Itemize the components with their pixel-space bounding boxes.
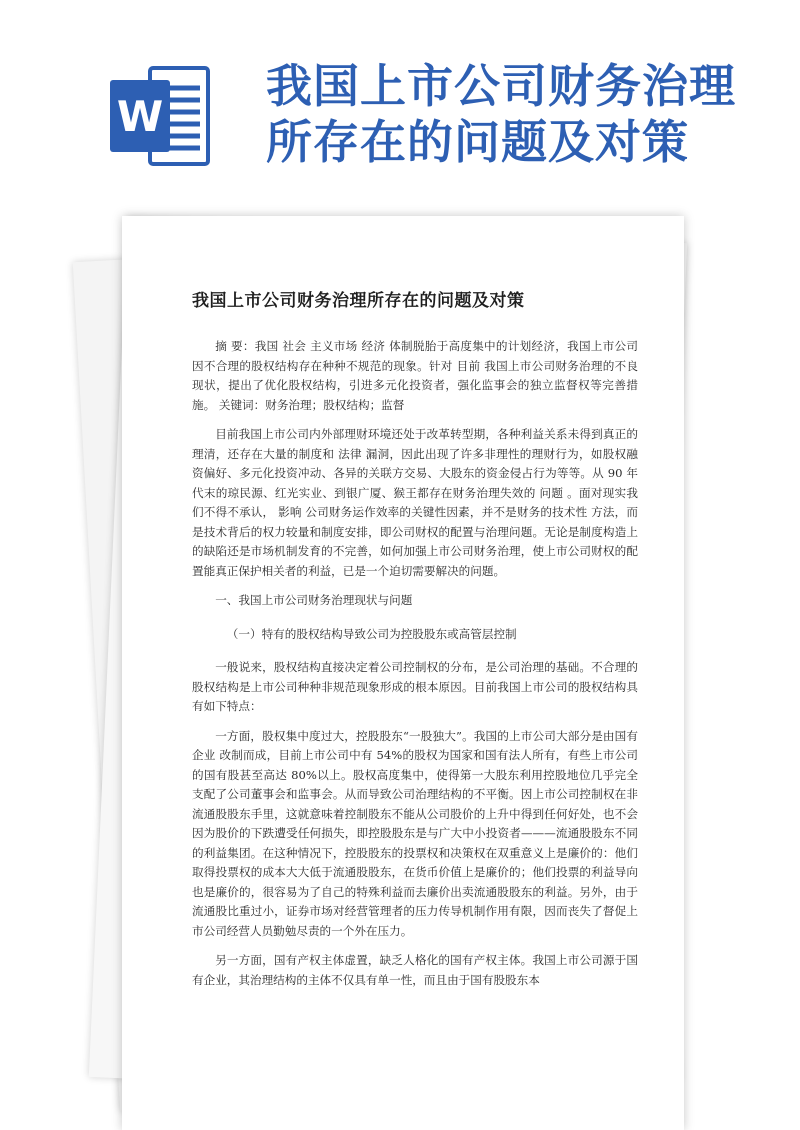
subsection-heading: （一）特有的股权结构导致公司为控股股东或高管层控制	[226, 626, 517, 641]
document-title: 我国上市公司财务治理所存在的问题及对策	[192, 291, 525, 311]
banner-title-line1: 我国上市公司财务治理	[266, 59, 736, 113]
banner-title-line2: 所存在的问题及对策	[266, 115, 689, 169]
word-document-icon	[106, 62, 214, 170]
body-paragraph-2: 一方面，股权集中度过大，控股股东“一股独大”。我国的上市公司大部分是由国有 企业 改制而成，目前上市公司中有 54%的股权为国家和国有法人所有，有些上市公司的国有股甚至高达 80%以上。股权高度集中，使得第一大股东利用控股地位几乎完全支配了公司董事会和监事会。从而导致公司治理结构的不平衡。因上市公司控制权在非流通股股东手里，这就意味着控制股东不能从公司股价的上升中得到任何好处，也不会因为股价的下跌遭受任何损失，即控股股东是与广大中小投资者———流通股股东不同的利益集团。在这种情况下，控股股东的投票权和决策权在双重意义上是廉价的：他们取得投票权的成本大大低于流通股股东，在货币价值上是廉价的；他们投票的利益导向也是廉价的，很容易为了自己的特殊利益而去廉价出卖流通股股东的利益。另外，由于流通股比重过小，证券市场对经营管理者的压力传导机制作用有限，因而丧失了督促上市公司经营人员勤勉尽责的一个外在压力。	[192, 728, 638, 938]
body-paragraph-3: 另一方面，国有产权主体虚置，缺乏人格化的国有产权主体。我国上市公司源于国有企业，其治理结构的主体不仅具有单一性，而且由于国有股股东本	[192, 953, 638, 987]
document-body	[192, 286, 638, 1000]
abstract-paragraph: 摘 要：我国 社会 主义市场 经济 体制脱胎于高度集中的计划经济，我国上市公司因不合理的股权结构存在种种不规范的现象。针对 目前 我国上市公司财务治理的不良现状，提出了优化股权结构，引进多元化投资者，强化监事会的独立监督权等完善措施。 关键词：财务治理；股权结构；监督	[192, 339, 638, 412]
intro-paragraph: 目前我国上市公司内外部理财环境还处于改革转型期，各种利益关系未得到真正的理清，还存在大量的制度和 法律 漏洞，因此出现了许多非理性的理财行为，如股权融资偏好、多元化投资冲动、各异的关联方交易、大股东的资金侵占行为等等。从 90 年代末的琼民源、红光实业、到银广厦、猴王都存在财务治理失效的 问题 。面对现实我们不得不承认， 影响 公司财务运作效率的关键性因素，并不是财务的技术性 方法，而是技术背后的权力较量和制度安排，即公司财权的配置与治理问题。无论是制度构造上的缺陷还是市场机制发育的不完善，如何加强上市公司财务治理，使上市公司财权的配置能真正保护相关者的利益，已是一个迫切需要解决的问题。	[192, 427, 638, 578]
section-heading: 一、我国上市公司财务治理现状与问题	[215, 593, 413, 607]
banner-title	[266, 58, 776, 170]
word-logo-letter: W	[116, 92, 164, 141]
document-page	[122, 216, 684, 1130]
body-paragraph-1: 一般说来，股权结构直接决定着公司控制权的分布，是公司治理的基础。不合理的股权结构是上市公司种种非规范现象形成的根本原因。目前我国上市公司的股权结构具有如下特点：	[192, 660, 638, 713]
